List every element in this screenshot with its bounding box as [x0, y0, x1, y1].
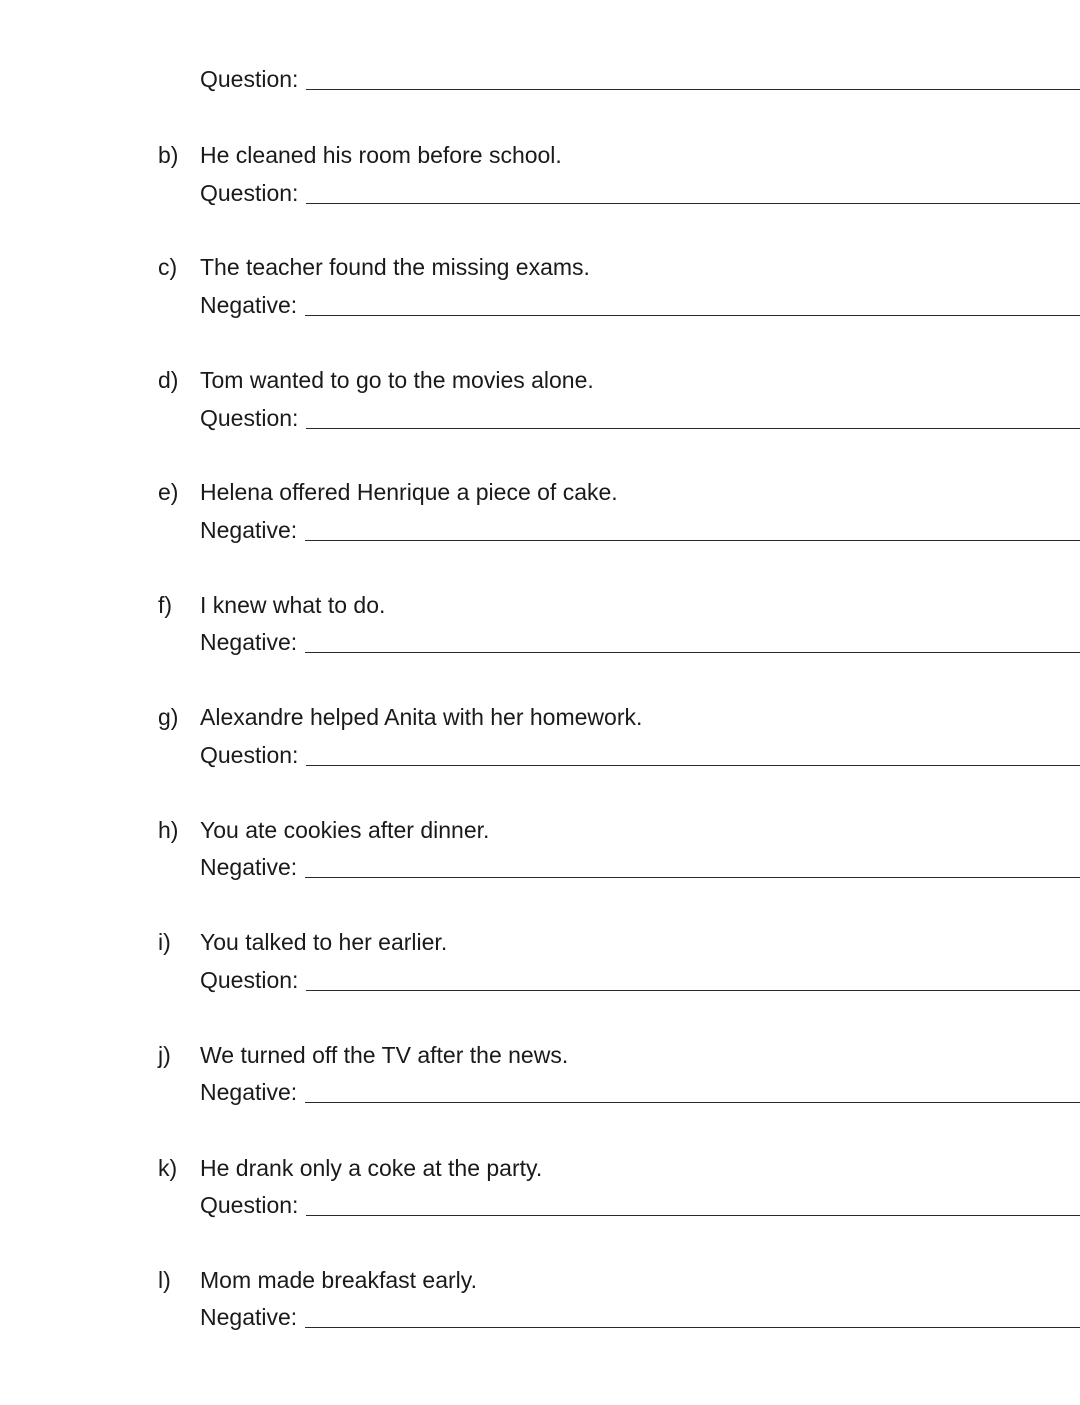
- answer-label: Negative:: [200, 1304, 298, 1330]
- answer-blank[interactable]: [306, 89, 1080, 90]
- answer-label: Question:: [200, 405, 299, 431]
- item-marker: i): [158, 929, 171, 955]
- answer-blank[interactable]: [306, 765, 1080, 766]
- answer-blank[interactable]: [305, 652, 1080, 653]
- item-marker: h): [158, 817, 179, 843]
- item-sentence: Mom made breakfast early.: [200, 1267, 477, 1293]
- answer-blank[interactable]: [306, 203, 1080, 204]
- answer-row: [200, 966, 1080, 994]
- answer-label: Question:: [200, 180, 299, 206]
- item-sentence: Alexandre helped Anita with her homework.: [200, 704, 643, 730]
- answer-label: Negative:: [200, 292, 298, 318]
- item-marker: c): [158, 254, 178, 280]
- answer-label: Negative:: [200, 517, 298, 543]
- answer-label: Question:: [200, 1192, 299, 1218]
- answer-label: Negative:: [200, 629, 298, 655]
- item-sentence: Tom wanted to go to the movies alone.: [200, 367, 594, 393]
- answer-blank[interactable]: [305, 315, 1080, 316]
- item-marker: f): [158, 592, 173, 618]
- answer-label: Question:: [200, 967, 299, 993]
- answer-blank[interactable]: [306, 1215, 1080, 1216]
- answer-label: Question:: [200, 66, 299, 92]
- answer-row: [200, 516, 1080, 544]
- item-sentence: You ate cookies after dinner.: [200, 817, 490, 843]
- item-marker: k): [158, 1155, 178, 1181]
- answer-row: [200, 179, 1080, 207]
- item-marker: g): [158, 704, 179, 730]
- item-sentence: Helena offered Henrique a piece of cake.: [200, 479, 618, 505]
- item-marker: d): [158, 367, 179, 393]
- answer-row: [200, 853, 1080, 881]
- item-marker: j): [158, 1042, 171, 1068]
- answer-row: [200, 1303, 1080, 1331]
- item-sentence: I knew what to do.: [200, 592, 386, 618]
- answer-row: [200, 1078, 1080, 1106]
- answer-label: Negative:: [200, 1079, 298, 1105]
- answer-blank[interactable]: [306, 428, 1080, 429]
- answer-blank[interactable]: [305, 1102, 1080, 1103]
- item-sentence: You talked to her earlier.: [200, 929, 448, 955]
- item-marker: l): [158, 1267, 171, 1293]
- answer-row: [200, 291, 1080, 319]
- answer-blank[interactable]: [305, 877, 1080, 878]
- answer-row: [200, 404, 1080, 432]
- item-marker: e): [158, 479, 179, 505]
- answer-row: [200, 741, 1080, 769]
- answer-blank[interactable]: [305, 540, 1080, 541]
- item-sentence: The teacher found the missing exams.: [200, 254, 590, 280]
- answer-blank[interactable]: [305, 1327, 1080, 1328]
- answer-row: [200, 628, 1080, 656]
- answer-label: Question:: [200, 742, 299, 768]
- item-marker: b): [158, 142, 179, 168]
- item-sentence: He drank only a coke at the party.: [200, 1155, 543, 1181]
- item-sentence: He cleaned his room before school.: [200, 142, 562, 168]
- answer-blank[interactable]: [306, 990, 1080, 991]
- answer-row: [200, 1191, 1080, 1219]
- item-sentence: We turned off the TV after the news.: [200, 1042, 569, 1068]
- answer-row: [200, 65, 1080, 93]
- answer-label: Negative:: [200, 854, 298, 880]
